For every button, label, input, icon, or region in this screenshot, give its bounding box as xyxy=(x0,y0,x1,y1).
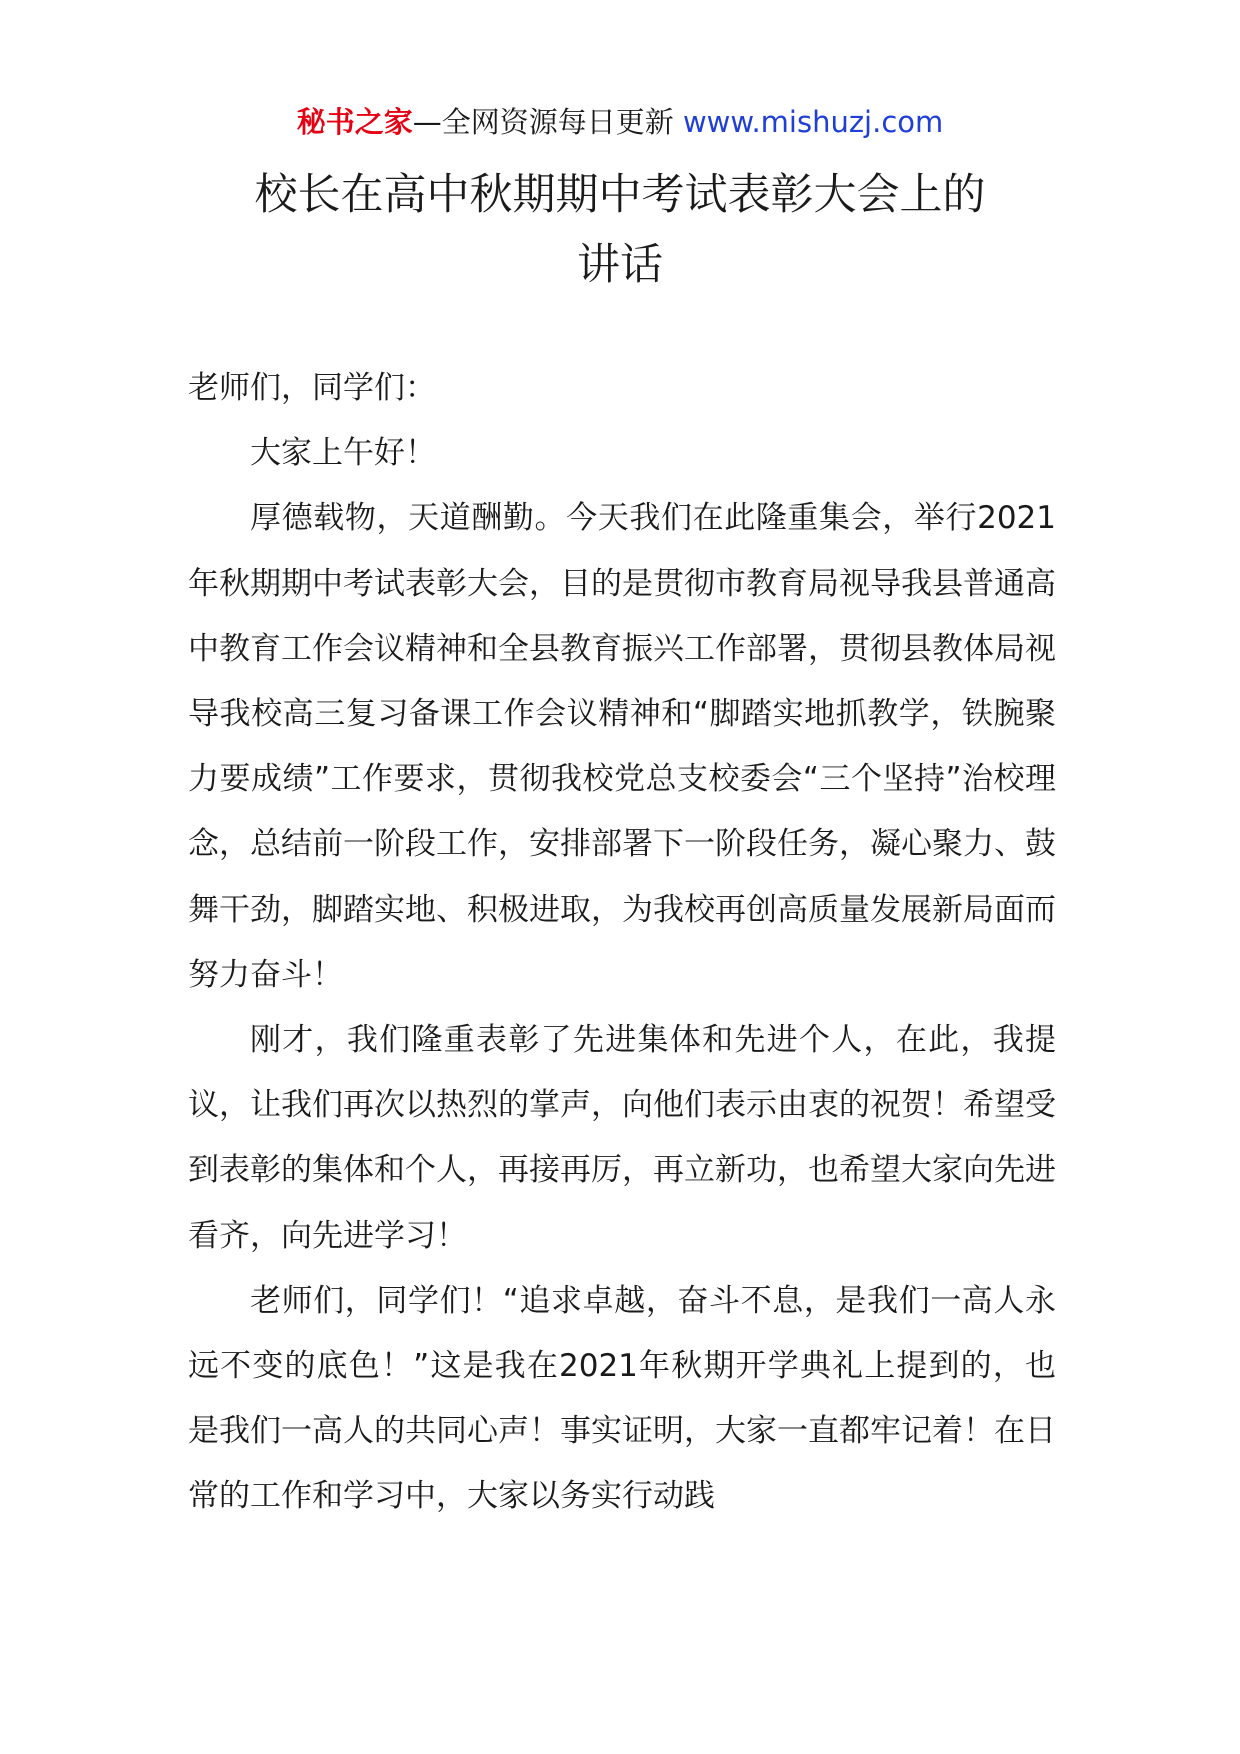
title-line-1: 校长在高中秋期期中考试表彰大会上的 xyxy=(254,170,986,220)
brand-name: 秘书之家 xyxy=(296,105,413,139)
body-paragraph: 老师们，同学们！“追求卓越，奋斗不息，是我们一高人永远不变的底色！”这是我在2021年秋期开学典礼上提到的，也是我们一高人的共同心声！事实证明，大家一直都牢记着！在日常的工作和学习中，大家以务实行动践 xyxy=(188,1282,1056,1515)
body-paragraph: 刚才，我们隆重表彰了先进集体和先进个人，在此，我提议，让我们再次以热烈的掌声，向他们表示由衷的祝贺！希望受到表彰的集体和个人，再接再厉，再立新功，也希望大家向先进看齐，向先进学习！ xyxy=(188,1022,1056,1254)
document-body xyxy=(188,356,1056,1530)
salutation: 老师们，同学们： xyxy=(188,370,436,406)
document-title xyxy=(0,160,1240,300)
greeting-paragraph: 大家上午好！ xyxy=(250,435,436,472)
site-url-link[interactable]: www.mishuzj.com xyxy=(682,105,944,139)
header-slogan: —全网资源每日更新 xyxy=(412,105,674,139)
body-paragraph: 厚德载物，天道酬勤。今天我们在此隆重集会，举行2021年秋期期中考试表彰大会，目的是贯彻市教育局视导我县普通高中教育工作会议精神和全县教育振兴工作部署，贯彻县教体局视导我校高三复习备课工作会议精神和“脚踏实地抓教学，铁腕聚力要成绩”工作要求，贯彻我校党总支校委会“三个坚持”治校理念，总结前一阶段工作，安排部署下一阶段任务，凝心聚力、鼓舞干劲，脚踏实地、积极进取，为我校再创高质量发展新局面而努力奋斗！ xyxy=(188,500,1056,993)
site-header xyxy=(0,100,1240,144)
title-line-2: 讲话 xyxy=(577,240,663,290)
